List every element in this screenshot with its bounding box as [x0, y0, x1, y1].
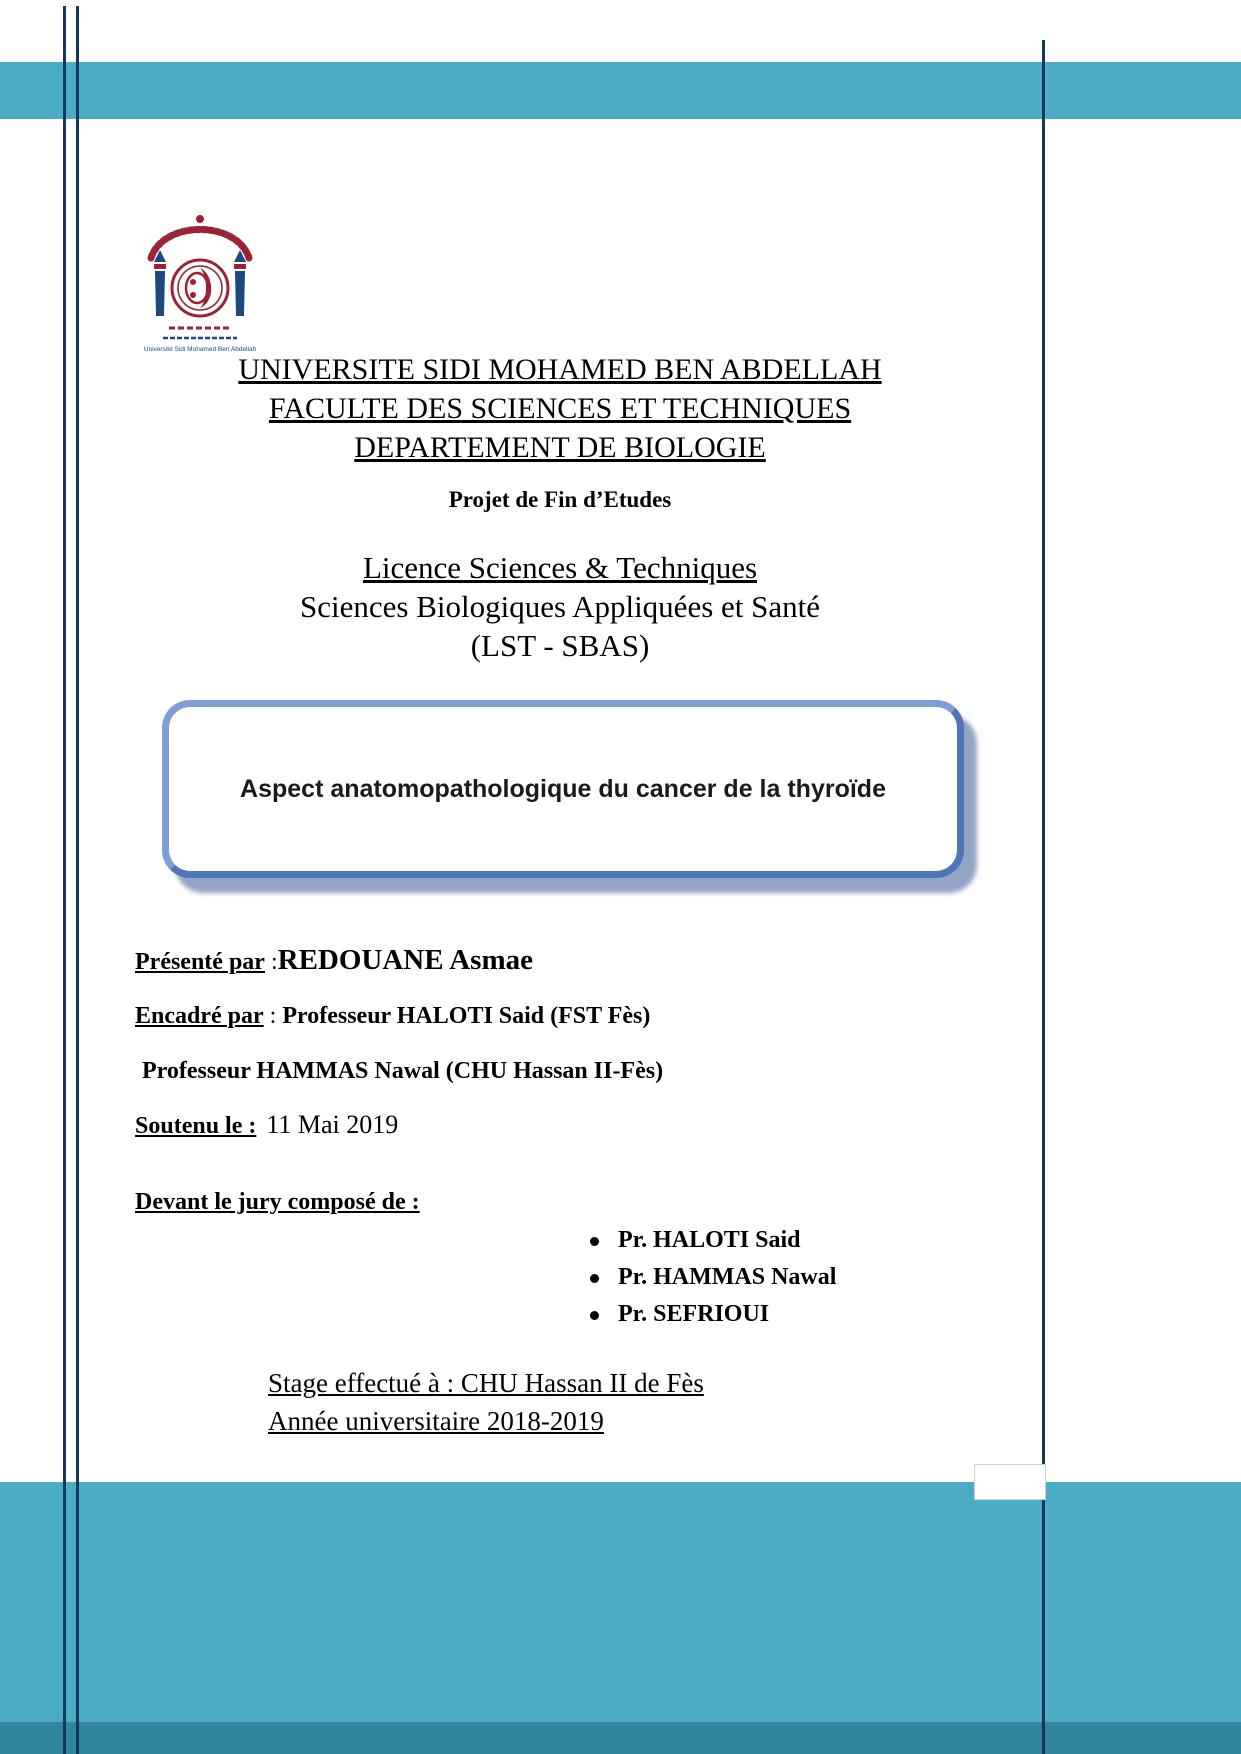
- university-header: [85, 350, 1035, 467]
- degree-line: [85, 548, 1035, 587]
- university-name: UNIVERSITE SIDI MOHAMED BEN ABDELLAH: [238, 353, 882, 386]
- university-name-line: [85, 350, 1035, 389]
- jury-member: Pr. SEFRIOUI: [586, 1296, 836, 1333]
- faculty-name-line: [85, 389, 1035, 428]
- arch-finial: [196, 215, 204, 223]
- degree-name: Licence Sciences & Techniques: [362, 550, 758, 585]
- presented-by-label: Présenté par: [135, 949, 265, 975]
- degree-acronym: (LST - SBAS): [470, 628, 650, 663]
- presented-by-value: REDOUANE Asmae: [277, 944, 533, 976]
- left-pillar-icon: [154, 250, 166, 316]
- supervised-by-label: Encadré par: [135, 1003, 264, 1029]
- right-pillar-icon: [234, 250, 246, 316]
- department-name-line: [85, 428, 1035, 467]
- calligraphy-arch: [151, 230, 249, 259]
- defense-date-label: Soutenu le :: [135, 1113, 257, 1139]
- white-corner-box: [974, 1464, 1046, 1500]
- bottom-teal-band: [0, 1482, 1241, 1754]
- speciality-name: Sciences Biologiques Appliquées et Santé: [299, 589, 821, 624]
- medallion-icon: [172, 260, 228, 316]
- bottom-dark-band: [0, 1722, 1241, 1754]
- university-seal-logo: [135, 208, 265, 360]
- jury-heading: [135, 1189, 420, 1216]
- thesis-title-box: [162, 700, 964, 878]
- academic-year-line: [268, 1402, 704, 1440]
- supervisor-2: Professeur HAMMAS Nawal (CHU Hassan II-Fès): [142, 1058, 664, 1084]
- left-border-line-inner: [76, 6, 79, 1754]
- presented-by-line: [135, 944, 533, 977]
- internship-block: [268, 1364, 704, 1440]
- degree-block: [85, 548, 1035, 665]
- university-seal-graphic: [135, 208, 265, 360]
- presented-by-separator: :: [264, 949, 278, 975]
- left-border-line-outer: [63, 6, 66, 1754]
- jury-heading-label: Devant le jury composé de :: [135, 1189, 420, 1215]
- supervised-by-line: [135, 1003, 650, 1030]
- academic-year: Année universitaire 2018-2019: [268, 1406, 604, 1436]
- department-name: DEPARTEMENT DE BIOLOGIE: [354, 431, 766, 464]
- defense-date-value: 11 Mai 2019: [266, 1110, 399, 1139]
- faculty-name: FACULTE DES SCIENCES ET TECHNIQUES: [268, 392, 852, 425]
- logo-caption-text: Université Sidi Mohamed Ben Abdellah: [143, 346, 257, 353]
- internship-location: Stage effectué à : CHU Hassan II de Fès: [268, 1368, 704, 1398]
- supervisor-1: Professeur HALOTI Said (FST Fès): [282, 1003, 651, 1029]
- jury-member: Pr. HAMMAS Nawal: [586, 1259, 836, 1296]
- project-type: Projet de Fin d’Etudes: [448, 487, 672, 512]
- jury-list: [586, 1222, 836, 1333]
- supervised-by-separator: :: [263, 1003, 283, 1029]
- top-teal-band: [0, 62, 1241, 119]
- jury-member: Pr. HALOTI Said: [586, 1222, 836, 1259]
- thesis-title: Aspect anatomopathologique du cancer de la thyroïde: [240, 774, 886, 803]
- internship-line: [268, 1364, 704, 1402]
- defense-date-line: [135, 1110, 398, 1140]
